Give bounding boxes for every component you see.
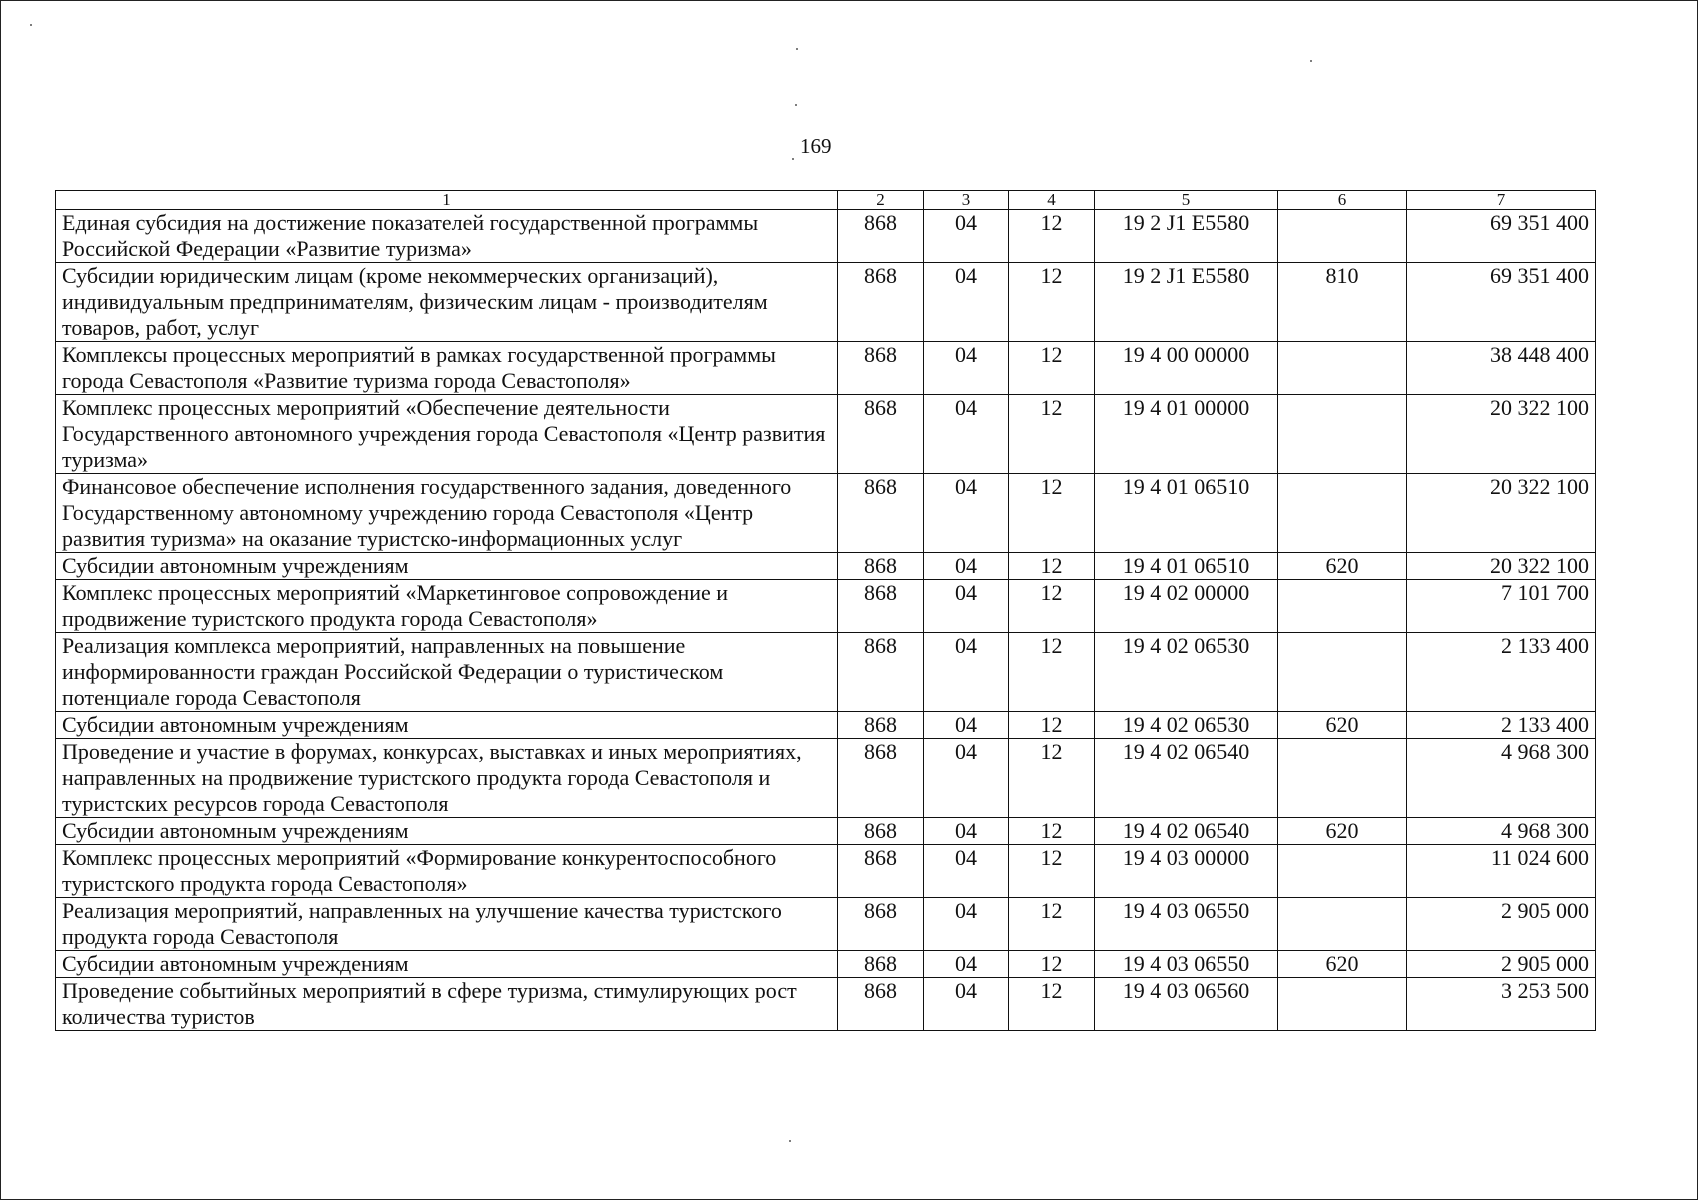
subsection-code: 12 [1009, 951, 1095, 978]
table-row [56, 395, 1596, 474]
subsection-code: 12 [1009, 263, 1095, 342]
target-article-code: 19 4 03 06550 [1095, 898, 1278, 951]
scan-speck [792, 158, 794, 160]
ministry-code: 868 [838, 580, 924, 633]
amount: 2 133 400 [1407, 712, 1596, 739]
target-article-code: 19 2 J1 E5580 [1095, 263, 1278, 342]
table-row [56, 474, 1596, 553]
target-article-code: 19 4 03 00000 [1095, 845, 1278, 898]
amount: 3 253 500 [1407, 978, 1596, 1031]
subsection-code: 12 [1009, 633, 1095, 712]
ministry-code: 868 [838, 342, 924, 395]
target-article-code: 19 4 03 06560 [1095, 978, 1278, 1031]
section-code: 04 [924, 210, 1009, 263]
page-number: 169 [800, 134, 832, 158]
table-row [56, 633, 1596, 712]
scan-speck [1310, 60, 1312, 62]
expense-type-code [1278, 739, 1407, 818]
expense-type-code [1278, 898, 1407, 951]
section-code: 04 [924, 342, 1009, 395]
expense-type-code: 620 [1278, 712, 1407, 739]
table-row [56, 818, 1596, 845]
budget-table [55, 190, 1596, 1031]
column-header: 5 [1095, 191, 1278, 210]
table-row [56, 210, 1596, 263]
subsection-code: 12 [1009, 739, 1095, 818]
target-article-code: 19 4 02 06530 [1095, 712, 1278, 739]
ministry-code: 868 [838, 845, 924, 898]
amount: 69 351 400 [1407, 263, 1596, 342]
amount: 69 351 400 [1407, 210, 1596, 263]
target-article-code: 19 4 01 06510 [1095, 474, 1278, 553]
amount: 2 905 000 [1407, 951, 1596, 978]
table-row [56, 978, 1596, 1031]
expense-type-code: 620 [1278, 951, 1407, 978]
target-article-code: 19 4 03 06550 [1095, 951, 1278, 978]
target-article-code: 19 4 00 00000 [1095, 342, 1278, 395]
section-code: 04 [924, 263, 1009, 342]
section-code: 04 [924, 580, 1009, 633]
target-article-code: 19 2 J1 E5580 [1095, 210, 1278, 263]
expense-type-code: 620 [1278, 553, 1407, 580]
section-code: 04 [924, 898, 1009, 951]
amount: 20 322 100 [1407, 474, 1596, 553]
item-name: Субсидии автономным учреждениям [56, 951, 838, 978]
subsection-code: 12 [1009, 395, 1095, 474]
item-name: Реализация мероприятий, направленных на улучшение качества туристского продукта города Севастополя [56, 898, 838, 951]
item-name: Комплекс процессных мероприятий «Формирование конкурентоспособного туристского продукта города Севастополя» [56, 845, 838, 898]
target-article-code: 19 4 02 06540 [1095, 739, 1278, 818]
section-code: 04 [924, 818, 1009, 845]
table-row [56, 263, 1596, 342]
expense-type-code [1278, 342, 1407, 395]
subsection-code: 12 [1009, 553, 1095, 580]
column-header: 1 [56, 191, 838, 210]
item-name: Реализация комплекса мероприятий, направленных на повышение информированности граждан Российской Федерации о туристическом потенциале города Севастополя [56, 633, 838, 712]
subsection-code: 12 [1009, 342, 1095, 395]
section-code: 04 [924, 553, 1009, 580]
subsection-code: 12 [1009, 898, 1095, 951]
expense-type-code [1278, 395, 1407, 474]
target-article-code: 19 4 02 06540 [1095, 818, 1278, 845]
section-code: 04 [924, 845, 1009, 898]
expense-type-code [1278, 633, 1407, 712]
item-name: Комплексы процессных мероприятий в рамках государственной программы города Севастополя «Развитие туризма города Севастополя» [56, 342, 838, 395]
section-code: 04 [924, 978, 1009, 1031]
column-header: 3 [924, 191, 1009, 210]
expense-type-code [1278, 580, 1407, 633]
table-row [56, 845, 1596, 898]
table-row [56, 951, 1596, 978]
ministry-code: 868 [838, 818, 924, 845]
section-code: 04 [924, 712, 1009, 739]
amount: 2 133 400 [1407, 633, 1596, 712]
subsection-code: 12 [1009, 818, 1095, 845]
target-article-code: 19 4 01 06510 [1095, 553, 1278, 580]
item-name: Субсидии автономным учреждениям [56, 712, 838, 739]
amount: 2 905 000 [1407, 898, 1596, 951]
amount: 38 448 400 [1407, 342, 1596, 395]
amount: 4 968 300 [1407, 818, 1596, 845]
ministry-code: 868 [838, 633, 924, 712]
subsection-code: 12 [1009, 474, 1095, 553]
column-header: 7 [1407, 191, 1596, 210]
ministry-code: 868 [838, 978, 924, 1031]
expense-type-code [1278, 210, 1407, 263]
scan-speck [795, 104, 797, 106]
target-article-code: 19 4 02 00000 [1095, 580, 1278, 633]
table-row [56, 739, 1596, 818]
amount: 4 968 300 [1407, 739, 1596, 818]
item-name: Субсидии юридическим лицам (кроме некоммерческих организаций), индивидуальным предпринимателям, физическим лицам - производителям товаров, работ, услуг [56, 263, 838, 342]
ministry-code: 868 [838, 210, 924, 263]
table-row [56, 342, 1596, 395]
ministry-code: 868 [838, 395, 924, 474]
ministry-code: 868 [838, 553, 924, 580]
ministry-code: 868 [838, 712, 924, 739]
scan-speck [30, 24, 32, 26]
expense-type-code [1278, 845, 1407, 898]
item-name: Комплекс процессных мероприятий «Маркетинговое сопровождение и продвижение туристского продукта города Севастополя» [56, 580, 838, 633]
ministry-code: 868 [838, 951, 924, 978]
item-name: Единая субсидия на достижение показателей государственной программы Российской Федерации «Развитие туризма» [56, 210, 838, 263]
ministry-code: 868 [838, 739, 924, 818]
item-name: Проведение и участие в форумах, конкурсах, выставках и иных мероприятиях, направленных на продвижение туристского продукта города Севастополя и туристских ресурсов города Севастополя [56, 739, 838, 818]
subsection-code: 12 [1009, 210, 1095, 263]
scan-speck [789, 1140, 791, 1142]
column-header: 6 [1278, 191, 1407, 210]
amount: 20 322 100 [1407, 395, 1596, 474]
subsection-code: 12 [1009, 712, 1095, 739]
item-name: Комплекс процессных мероприятий «Обеспечение деятельности Государственного автономного учреждения города Севастополя «Центр развития туризма» [56, 395, 838, 474]
scan-speck [796, 48, 798, 50]
target-article-code: 19 4 01 00000 [1095, 395, 1278, 474]
column-header: 2 [838, 191, 924, 210]
section-code: 04 [924, 739, 1009, 818]
subsection-code: 12 [1009, 580, 1095, 633]
expense-type-code: 620 [1278, 818, 1407, 845]
amount: 7 101 700 [1407, 580, 1596, 633]
column-header: 4 [1009, 191, 1095, 210]
header-row [56, 191, 1596, 210]
section-code: 04 [924, 395, 1009, 474]
subsection-code: 12 [1009, 845, 1095, 898]
subsection-code: 12 [1009, 978, 1095, 1031]
table-row [56, 580, 1596, 633]
ministry-code: 868 [838, 474, 924, 553]
expense-type-code [1278, 474, 1407, 553]
section-code: 04 [924, 633, 1009, 712]
ministry-code: 868 [838, 263, 924, 342]
table-row [56, 712, 1596, 739]
ministry-code: 868 [838, 898, 924, 951]
item-name: Субсидии автономным учреждениям [56, 553, 838, 580]
table-row [56, 553, 1596, 580]
section-code: 04 [924, 951, 1009, 978]
amount: 20 322 100 [1407, 553, 1596, 580]
section-code: 04 [924, 474, 1009, 553]
expense-type-code: 810 [1278, 263, 1407, 342]
item-name: Субсидии автономным учреждениям [56, 818, 838, 845]
target-article-code: 19 4 02 06530 [1095, 633, 1278, 712]
expense-type-code [1278, 978, 1407, 1031]
item-name: Финансовое обеспечение исполнения государственного задания, доведенного Государственному автономному учреждению города Севастополя «Центр развития туризма» на оказание туристско-информационных услуг [56, 474, 838, 553]
table-row [56, 898, 1596, 951]
item-name: Проведение событийных мероприятий в сфере туризма, стимулирующих рост количества туристов [56, 978, 838, 1031]
amount: 11 024 600 [1407, 845, 1596, 898]
